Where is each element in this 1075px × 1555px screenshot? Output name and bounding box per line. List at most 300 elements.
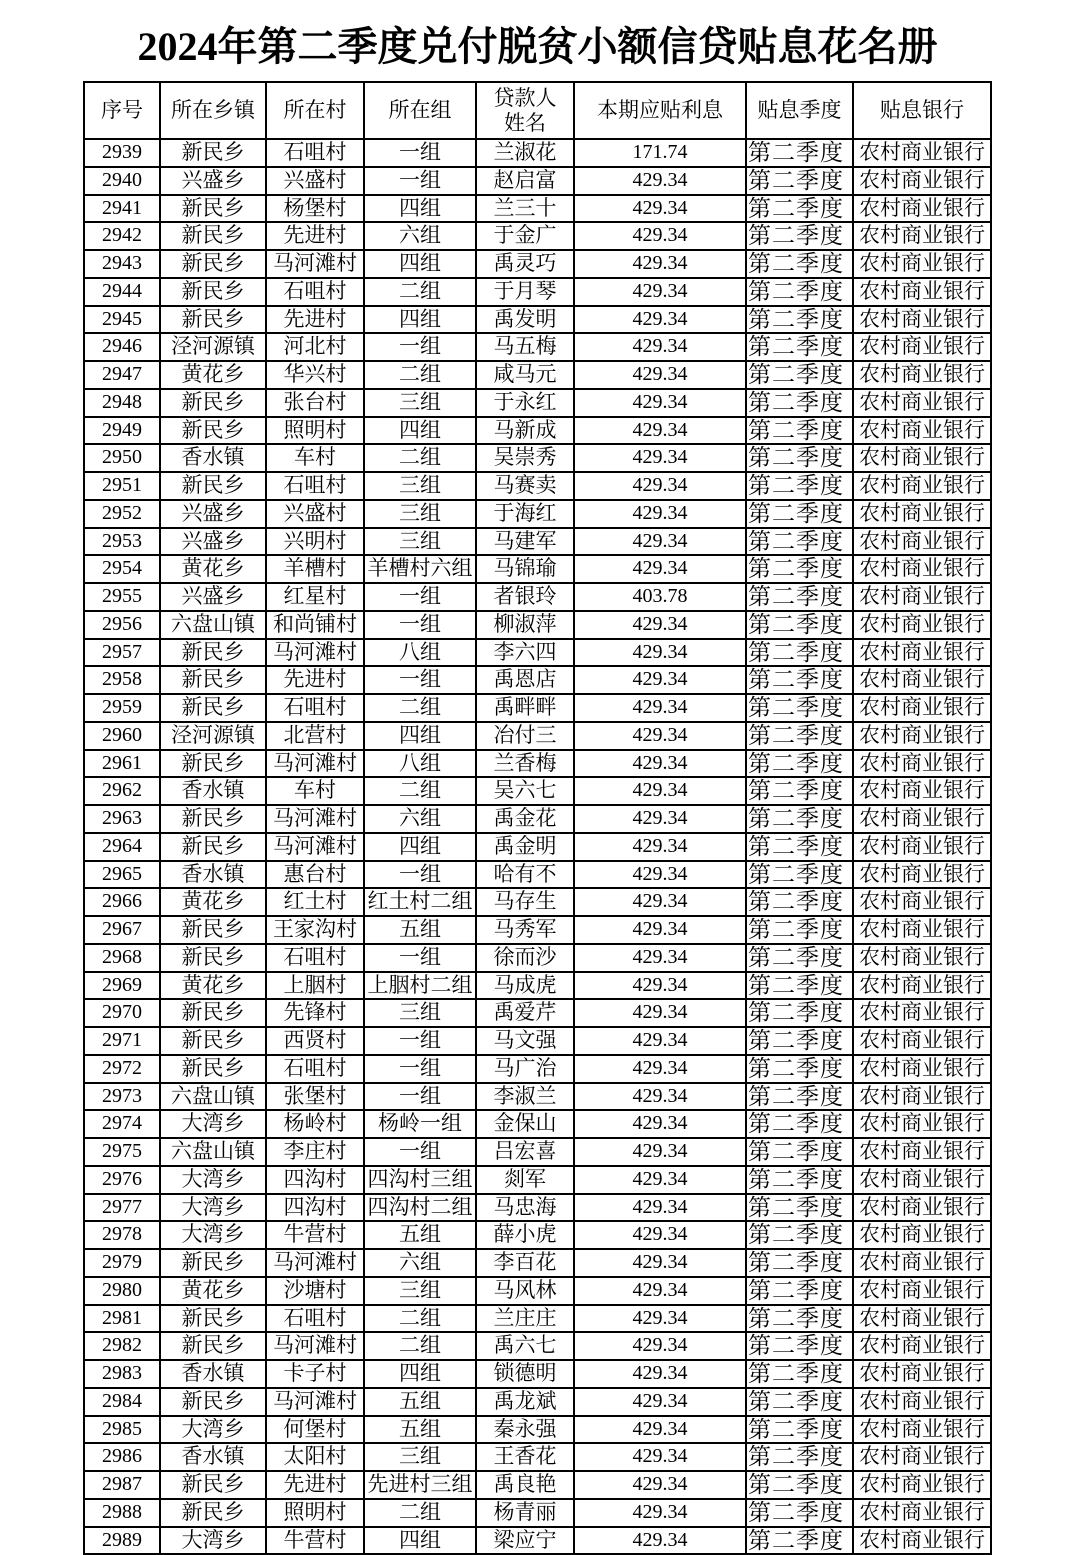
group-cell: 一组 bbox=[364, 167, 476, 195]
interest-cell: 429.34 bbox=[574, 694, 746, 722]
name-cell: 咸马元 bbox=[476, 361, 574, 389]
village-cell: 河北村 bbox=[266, 333, 364, 361]
name-cell: 赵启富 bbox=[476, 167, 574, 195]
name-cell: 禹金明 bbox=[476, 833, 574, 861]
serial-cell: 2940 bbox=[84, 167, 160, 195]
quarter-cell: 第二季度 bbox=[746, 1443, 853, 1471]
bank-cell: 农村商业银行 bbox=[853, 1499, 991, 1527]
quarter-cell: 第二季度 bbox=[746, 1138, 853, 1166]
col-header-township: 所在乡镇 bbox=[160, 82, 266, 139]
name-cell: 禹六七 bbox=[476, 1332, 574, 1360]
interest-cell: 429.34 bbox=[574, 777, 746, 805]
name-cell: 马忠海 bbox=[476, 1194, 574, 1222]
quarter-cell: 第二季度 bbox=[746, 1194, 853, 1222]
group-cell: 五组 bbox=[364, 916, 476, 944]
col-header-interest: 本期应贴利息 bbox=[574, 82, 746, 139]
serial-cell: 2951 bbox=[84, 472, 160, 500]
group-cell: 羊槽村六组 bbox=[364, 555, 476, 583]
table-row bbox=[84, 250, 991, 278]
name-cell: 哈有不 bbox=[476, 861, 574, 889]
township-cell: 六盘山镇 bbox=[160, 1138, 266, 1166]
table-row bbox=[84, 972, 991, 1000]
table-row bbox=[84, 1027, 991, 1055]
group-cell: 上胭村二组 bbox=[364, 972, 476, 1000]
table-row bbox=[84, 361, 991, 389]
header-row bbox=[84, 82, 991, 139]
township-cell: 黄花乡 bbox=[160, 1277, 266, 1305]
serial-cell: 2968 bbox=[84, 944, 160, 972]
table-row bbox=[84, 417, 991, 445]
name-cell: 兰三十 bbox=[476, 195, 574, 223]
name-cell: 马建军 bbox=[476, 528, 574, 556]
serial-cell: 2982 bbox=[84, 1332, 160, 1360]
bank-cell: 农村商业银行 bbox=[853, 1443, 991, 1471]
village-cell: 华兴村 bbox=[266, 361, 364, 389]
col-header-quarter: 贴息季度 bbox=[746, 82, 853, 139]
table-row bbox=[84, 278, 991, 306]
serial-cell: 2969 bbox=[84, 972, 160, 1000]
serial-cell: 2976 bbox=[84, 1166, 160, 1194]
village-cell: 车村 bbox=[266, 444, 364, 472]
name-cell: 兰香梅 bbox=[476, 750, 574, 778]
page-title: 2024年第二季度兑付脱贫小额信贷贴息花名册 bbox=[137, 24, 938, 69]
quarter-cell: 第二季度 bbox=[746, 777, 853, 805]
bank-cell: 农村商业银行 bbox=[853, 583, 991, 611]
group-cell: 杨岭一组 bbox=[364, 1110, 476, 1138]
table-row bbox=[84, 750, 991, 778]
table-row bbox=[84, 333, 991, 361]
table-row bbox=[84, 222, 991, 250]
serial-cell: 2943 bbox=[84, 250, 160, 278]
group-cell: 四组 bbox=[364, 1527, 476, 1555]
serial-cell: 2984 bbox=[84, 1388, 160, 1416]
interest-cell: 429.34 bbox=[574, 1443, 746, 1471]
village-cell: 马河滩村 bbox=[266, 1249, 364, 1277]
village-cell: 马河滩村 bbox=[266, 750, 364, 778]
serial-cell: 2964 bbox=[84, 833, 160, 861]
interest-cell: 429.34 bbox=[574, 1166, 746, 1194]
bank-cell: 农村商业银行 bbox=[853, 1388, 991, 1416]
interest-cell: 429.34 bbox=[574, 999, 746, 1027]
village-cell: 先进村 bbox=[266, 306, 364, 334]
quarter-cell: 第二季度 bbox=[746, 195, 853, 223]
col-header-borrower-name bbox=[476, 82, 574, 139]
township-cell: 黄花乡 bbox=[160, 972, 266, 1000]
township-cell: 新民乡 bbox=[160, 805, 266, 833]
serial-cell: 2949 bbox=[84, 417, 160, 445]
name-cell: 秦永强 bbox=[476, 1416, 574, 1444]
table-row bbox=[84, 1277, 991, 1305]
township-cell: 香水镇 bbox=[160, 861, 266, 889]
bank-cell: 农村商业银行 bbox=[853, 1110, 991, 1138]
group-cell: 一组 bbox=[364, 1083, 476, 1111]
village-cell: 石咀村 bbox=[266, 694, 364, 722]
quarter-cell: 第二季度 bbox=[746, 389, 853, 417]
name-cell: 马赛卖 bbox=[476, 472, 574, 500]
name-cell: 李淑兰 bbox=[476, 1083, 574, 1111]
bank-cell: 农村商业银行 bbox=[853, 888, 991, 916]
name-cell: 柳淑萍 bbox=[476, 611, 574, 639]
interest-cell: 171.74 bbox=[574, 139, 746, 167]
table-row bbox=[84, 1471, 991, 1499]
interest-cell: 429.34 bbox=[574, 916, 746, 944]
village-cell: 照明村 bbox=[266, 417, 364, 445]
group-cell: 一组 bbox=[364, 333, 476, 361]
township-cell: 六盘山镇 bbox=[160, 1083, 266, 1111]
table-row bbox=[84, 722, 991, 750]
quarter-cell: 第二季度 bbox=[746, 444, 853, 472]
group-cell: 四组 bbox=[364, 722, 476, 750]
quarter-cell: 第二季度 bbox=[746, 1110, 853, 1138]
table-row bbox=[84, 555, 991, 583]
quarter-cell: 第二季度 bbox=[746, 611, 853, 639]
quarter-cell: 第二季度 bbox=[746, 666, 853, 694]
township-cell: 六盘山镇 bbox=[160, 611, 266, 639]
serial-cell: 2945 bbox=[84, 306, 160, 334]
township-cell: 新民乡 bbox=[160, 1055, 266, 1083]
interest-cell: 429.34 bbox=[574, 389, 746, 417]
name-cell: 马锦瑜 bbox=[476, 555, 574, 583]
quarter-cell: 第二季度 bbox=[746, 361, 853, 389]
serial-cell: 2959 bbox=[84, 694, 160, 722]
village-cell: 先进村 bbox=[266, 666, 364, 694]
group-cell: 六组 bbox=[364, 222, 476, 250]
serial-cell: 2962 bbox=[84, 777, 160, 805]
township-cell: 新民乡 bbox=[160, 222, 266, 250]
township-cell: 新民乡 bbox=[160, 139, 266, 167]
quarter-cell: 第二季度 bbox=[746, 222, 853, 250]
township-cell: 新民乡 bbox=[160, 195, 266, 223]
serial-cell: 2947 bbox=[84, 361, 160, 389]
table-row bbox=[84, 1360, 991, 1388]
bank-cell: 农村商业银行 bbox=[853, 666, 991, 694]
name-cell: 于金广 bbox=[476, 222, 574, 250]
village-cell: 红土村 bbox=[266, 888, 364, 916]
table-body bbox=[84, 139, 991, 1554]
village-cell: 红星村 bbox=[266, 583, 364, 611]
serial-cell: 2978 bbox=[84, 1221, 160, 1249]
quarter-cell: 第二季度 bbox=[746, 417, 853, 445]
quarter-cell: 第二季度 bbox=[746, 1360, 853, 1388]
interest-cell: 429.34 bbox=[574, 444, 746, 472]
quarter-cell: 第二季度 bbox=[746, 1249, 853, 1277]
bank-cell: 农村商业银行 bbox=[853, 417, 991, 445]
interest-cell: 429.34 bbox=[574, 278, 746, 306]
group-cell: 二组 bbox=[364, 444, 476, 472]
name-cell: 马广治 bbox=[476, 1055, 574, 1083]
col-header-borrower-name-line2: 姓名 bbox=[504, 110, 546, 135]
quarter-cell: 第二季度 bbox=[746, 861, 853, 889]
table-row bbox=[84, 472, 991, 500]
group-cell: 红土村二组 bbox=[364, 888, 476, 916]
serial-cell: 2989 bbox=[84, 1527, 160, 1555]
quarter-cell: 第二季度 bbox=[746, 805, 853, 833]
group-cell: 八组 bbox=[364, 639, 476, 667]
bank-cell: 农村商业银行 bbox=[853, 139, 991, 167]
bank-cell: 农村商业银行 bbox=[853, 1277, 991, 1305]
township-cell: 新民乡 bbox=[160, 1305, 266, 1333]
township-cell: 兴盛乡 bbox=[160, 167, 266, 195]
name-cell: 马存生 bbox=[476, 888, 574, 916]
township-cell: 新民乡 bbox=[160, 750, 266, 778]
interest-cell: 429.34 bbox=[574, 1332, 746, 1360]
interest-cell: 429.34 bbox=[574, 1416, 746, 1444]
interest-cell: 429.34 bbox=[574, 500, 746, 528]
document-page bbox=[0, 24, 1075, 1553]
roster-table bbox=[83, 81, 992, 1555]
village-cell: 马河滩村 bbox=[266, 250, 364, 278]
bank-cell: 农村商业银行 bbox=[853, 1055, 991, 1083]
interest-cell: 429.34 bbox=[574, 1388, 746, 1416]
bank-cell: 农村商业银行 bbox=[853, 1249, 991, 1277]
bank-cell: 农村商业银行 bbox=[853, 361, 991, 389]
serial-cell: 2950 bbox=[84, 444, 160, 472]
interest-cell: 429.34 bbox=[574, 944, 746, 972]
table-row bbox=[84, 528, 991, 556]
township-cell: 新民乡 bbox=[160, 250, 266, 278]
village-cell: 太阳村 bbox=[266, 1443, 364, 1471]
interest-cell: 429.34 bbox=[574, 167, 746, 195]
serial-cell: 2979 bbox=[84, 1249, 160, 1277]
serial-cell: 2986 bbox=[84, 1443, 160, 1471]
col-header-bank: 贴息银行 bbox=[853, 82, 991, 139]
interest-cell: 429.34 bbox=[574, 1527, 746, 1555]
bank-cell: 农村商业银行 bbox=[853, 777, 991, 805]
serial-cell: 2963 bbox=[84, 805, 160, 833]
township-cell: 黄花乡 bbox=[160, 361, 266, 389]
interest-cell: 429.34 bbox=[574, 1221, 746, 1249]
table-row bbox=[84, 444, 991, 472]
serial-cell: 2983 bbox=[84, 1360, 160, 1388]
group-cell: 一组 bbox=[364, 861, 476, 889]
group-cell: 五组 bbox=[364, 1221, 476, 1249]
interest-cell: 429.34 bbox=[574, 1138, 746, 1166]
bank-cell: 农村商业银行 bbox=[853, 472, 991, 500]
group-cell: 一组 bbox=[364, 1138, 476, 1166]
township-cell: 大湾乡 bbox=[160, 1110, 266, 1138]
village-cell: 照明村 bbox=[266, 1499, 364, 1527]
interest-cell: 429.34 bbox=[574, 1471, 746, 1499]
interest-cell: 403.78 bbox=[574, 583, 746, 611]
group-cell: 四组 bbox=[364, 417, 476, 445]
name-cell: 锁德明 bbox=[476, 1360, 574, 1388]
village-cell: 张台村 bbox=[266, 389, 364, 417]
village-cell: 王家沟村 bbox=[266, 916, 364, 944]
village-cell: 杨岭村 bbox=[266, 1110, 364, 1138]
name-cell: 于永红 bbox=[476, 389, 574, 417]
serial-cell: 2957 bbox=[84, 639, 160, 667]
township-cell: 新民乡 bbox=[160, 1388, 266, 1416]
interest-cell: 429.34 bbox=[574, 888, 746, 916]
table-row bbox=[84, 1055, 991, 1083]
interest-cell: 429.34 bbox=[574, 528, 746, 556]
township-cell: 新民乡 bbox=[160, 417, 266, 445]
serial-cell: 2960 bbox=[84, 722, 160, 750]
serial-cell: 2985 bbox=[84, 1416, 160, 1444]
interest-cell: 429.34 bbox=[574, 1027, 746, 1055]
bank-cell: 农村商业银行 bbox=[853, 1194, 991, 1222]
quarter-cell: 第二季度 bbox=[746, 833, 853, 861]
township-cell: 新民乡 bbox=[160, 472, 266, 500]
village-cell: 卡子村 bbox=[266, 1360, 364, 1388]
township-cell: 新民乡 bbox=[160, 666, 266, 694]
name-cell: 禹灵巧 bbox=[476, 250, 574, 278]
quarter-cell: 第二季度 bbox=[746, 500, 853, 528]
township-cell: 新民乡 bbox=[160, 1249, 266, 1277]
bank-cell: 农村商业银行 bbox=[853, 1332, 991, 1360]
table-row bbox=[84, 1388, 991, 1416]
group-cell: 一组 bbox=[364, 666, 476, 694]
name-cell: 金保山 bbox=[476, 1110, 574, 1138]
township-cell: 大湾乡 bbox=[160, 1527, 266, 1555]
village-cell: 马河滩村 bbox=[266, 805, 364, 833]
quarter-cell: 第二季度 bbox=[746, 1499, 853, 1527]
village-cell: 先锋村 bbox=[266, 999, 364, 1027]
name-cell: 于海红 bbox=[476, 500, 574, 528]
group-cell: 一组 bbox=[364, 1027, 476, 1055]
township-cell: 黄花乡 bbox=[160, 888, 266, 916]
village-cell: 兴明村 bbox=[266, 528, 364, 556]
township-cell: 兴盛乡 bbox=[160, 528, 266, 556]
table-row bbox=[84, 666, 991, 694]
serial-cell: 2980 bbox=[84, 1277, 160, 1305]
group-cell: 二组 bbox=[364, 1305, 476, 1333]
interest-cell: 429.34 bbox=[574, 1360, 746, 1388]
name-cell: 禹畔畔 bbox=[476, 694, 574, 722]
interest-cell: 429.34 bbox=[574, 306, 746, 334]
village-cell: 车村 bbox=[266, 777, 364, 805]
table-row bbox=[84, 639, 991, 667]
interest-cell: 429.34 bbox=[574, 1055, 746, 1083]
serial-cell: 2955 bbox=[84, 583, 160, 611]
name-cell: 李百花 bbox=[476, 1249, 574, 1277]
group-cell: 一组 bbox=[364, 583, 476, 611]
name-cell: 者银玲 bbox=[476, 583, 574, 611]
serial-cell: 2952 bbox=[84, 500, 160, 528]
bank-cell: 农村商业银行 bbox=[853, 611, 991, 639]
village-cell: 先进村 bbox=[266, 1471, 364, 1499]
quarter-cell: 第二季度 bbox=[746, 333, 853, 361]
name-cell: 马风林 bbox=[476, 1277, 574, 1305]
interest-cell: 429.34 bbox=[574, 861, 746, 889]
interest-cell: 429.34 bbox=[574, 639, 746, 667]
bank-cell: 农村商业银行 bbox=[853, 1083, 991, 1111]
quarter-cell: 第二季度 bbox=[746, 472, 853, 500]
township-cell: 新民乡 bbox=[160, 916, 266, 944]
village-cell: 石咀村 bbox=[266, 1055, 364, 1083]
serial-cell: 2954 bbox=[84, 555, 160, 583]
bank-cell: 农村商业银行 bbox=[853, 1527, 991, 1555]
quarter-cell: 第二季度 bbox=[746, 1166, 853, 1194]
township-cell: 大湾乡 bbox=[160, 1416, 266, 1444]
quarter-cell: 第二季度 bbox=[746, 750, 853, 778]
table-row bbox=[84, 1305, 991, 1333]
group-cell: 二组 bbox=[364, 694, 476, 722]
col-header-village: 所在村 bbox=[266, 82, 364, 139]
quarter-cell: 第二季度 bbox=[746, 972, 853, 1000]
table-row bbox=[84, 805, 991, 833]
name-cell: 梁应宁 bbox=[476, 1527, 574, 1555]
group-cell: 八组 bbox=[364, 750, 476, 778]
bank-cell: 农村商业银行 bbox=[853, 444, 991, 472]
village-cell: 上胭村 bbox=[266, 972, 364, 1000]
village-cell: 牛营村 bbox=[266, 1221, 364, 1249]
bank-cell: 农村商业银行 bbox=[853, 972, 991, 1000]
serial-cell: 2948 bbox=[84, 389, 160, 417]
quarter-cell: 第二季度 bbox=[746, 999, 853, 1027]
bank-cell: 农村商业银行 bbox=[853, 833, 991, 861]
group-cell: 一组 bbox=[364, 139, 476, 167]
serial-cell: 2946 bbox=[84, 333, 160, 361]
interest-cell: 429.34 bbox=[574, 833, 746, 861]
name-cell: 于月琴 bbox=[476, 278, 574, 306]
township-cell: 新民乡 bbox=[160, 1332, 266, 1360]
table-row bbox=[84, 1499, 991, 1527]
quarter-cell: 第二季度 bbox=[746, 583, 853, 611]
table-row bbox=[84, 1194, 991, 1222]
quarter-cell: 第二季度 bbox=[746, 167, 853, 195]
serial-cell: 2988 bbox=[84, 1499, 160, 1527]
township-cell: 新民乡 bbox=[160, 694, 266, 722]
group-cell: 三组 bbox=[364, 500, 476, 528]
group-cell: 六组 bbox=[364, 805, 476, 833]
interest-cell: 429.34 bbox=[574, 1249, 746, 1277]
serial-cell: 2966 bbox=[84, 888, 160, 916]
bank-cell: 农村商业银行 bbox=[853, 222, 991, 250]
table-row bbox=[84, 694, 991, 722]
township-cell: 新民乡 bbox=[160, 639, 266, 667]
village-cell: 李庄村 bbox=[266, 1138, 364, 1166]
serial-cell: 2956 bbox=[84, 611, 160, 639]
bank-cell: 农村商业银行 bbox=[853, 722, 991, 750]
name-cell: 马秀军 bbox=[476, 916, 574, 944]
village-cell: 北营村 bbox=[266, 722, 364, 750]
township-cell: 香水镇 bbox=[160, 1443, 266, 1471]
interest-cell: 429.34 bbox=[574, 1277, 746, 1305]
township-cell: 新民乡 bbox=[160, 306, 266, 334]
quarter-cell: 第二季度 bbox=[746, 1027, 853, 1055]
village-cell: 先进村 bbox=[266, 222, 364, 250]
group-cell: 二组 bbox=[364, 1499, 476, 1527]
bank-cell: 农村商业银行 bbox=[853, 750, 991, 778]
name-cell: 禹金花 bbox=[476, 805, 574, 833]
table-row bbox=[84, 833, 991, 861]
bank-cell: 农村商业银行 bbox=[853, 389, 991, 417]
group-cell: 一组 bbox=[364, 611, 476, 639]
quarter-cell: 第二季度 bbox=[746, 1471, 853, 1499]
village-cell: 石咀村 bbox=[266, 472, 364, 500]
village-cell: 沙塘村 bbox=[266, 1277, 364, 1305]
interest-cell: 429.34 bbox=[574, 1499, 746, 1527]
serial-cell: 2939 bbox=[84, 139, 160, 167]
interest-cell: 429.34 bbox=[574, 417, 746, 445]
bank-cell: 农村商业银行 bbox=[853, 333, 991, 361]
bank-cell: 农村商业银行 bbox=[853, 861, 991, 889]
name-cell: 李六四 bbox=[476, 639, 574, 667]
table-row bbox=[84, 777, 991, 805]
serial-cell: 2958 bbox=[84, 666, 160, 694]
village-cell: 何堡村 bbox=[266, 1416, 364, 1444]
township-cell: 大湾乡 bbox=[160, 1166, 266, 1194]
township-cell: 新民乡 bbox=[160, 999, 266, 1027]
quarter-cell: 第二季度 bbox=[746, 1416, 853, 1444]
group-cell: 四组 bbox=[364, 195, 476, 223]
quarter-cell: 第二季度 bbox=[746, 639, 853, 667]
name-cell: 禹爱芹 bbox=[476, 999, 574, 1027]
interest-cell: 429.34 bbox=[574, 472, 746, 500]
interest-cell: 429.34 bbox=[574, 195, 746, 223]
name-cell: 马文强 bbox=[476, 1027, 574, 1055]
